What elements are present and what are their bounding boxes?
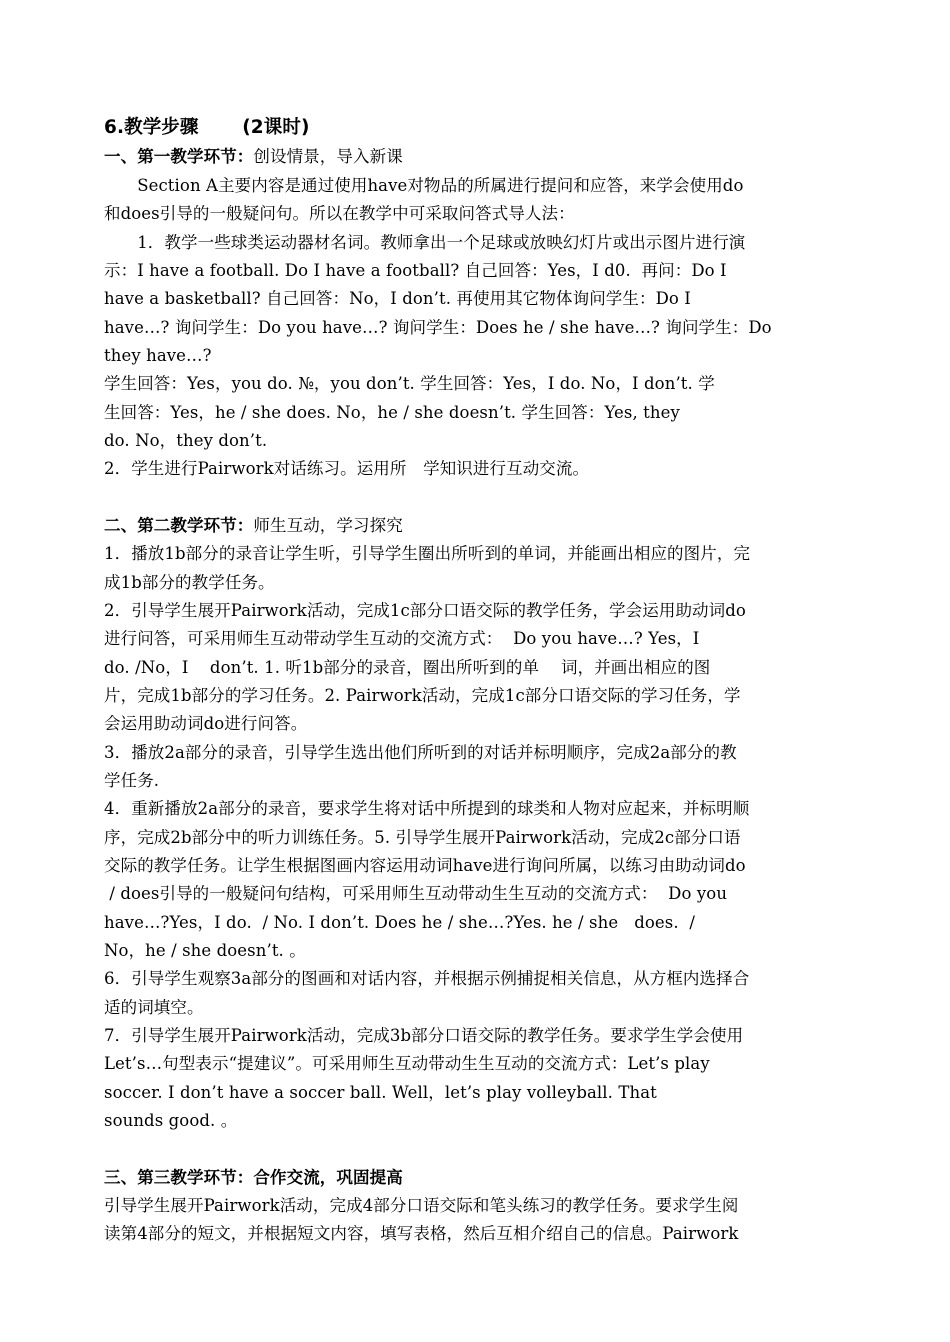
section2-heading bbox=[104, 515, 403, 537]
paragraph-line: 会运用助动词do进行问答。 bbox=[104, 714, 308, 733]
paragraph-line: 交际的教学任务。让学生根据图画内容运用动词have进行询问所属，以练习由助动词do bbox=[104, 856, 746, 875]
section1-heading-rest: 创设情景，导入新课 bbox=[253, 147, 403, 166]
paragraph-line: 6．引导学生观察3a部分的图画和对话内容，并根据示例捕捉相关信息，从方框内选择合 bbox=[104, 969, 750, 988]
paragraph-line: have…? 询问学生：Do you have…? 询问学生：Does he / she have…? 询问学生：Do bbox=[104, 318, 772, 337]
paragraph-line: / does引导的一般疑问句结构，可采用师生互动带动生生互动的交流方式： Do you bbox=[104, 884, 728, 903]
paragraph-line: have a basketball? 自己回答：No，I don’t. 再使用其它物体询问学生：Do I bbox=[104, 289, 691, 308]
paragraph-line: soccer. I don’t have a soccer ball. Well，let’s play volleyball. That bbox=[104, 1083, 657, 1102]
paragraph-line: Let’s…句型表示“提建议”。可采用师生互动带动生生互动的交流方式：Let’s play bbox=[104, 1054, 710, 1073]
paragraph-line: do. No，they don’t. bbox=[104, 431, 268, 450]
section2-heading-label: 二、第二教学环节： bbox=[104, 516, 254, 535]
paragraph-line: 学生回答：Yes，you do. №，you don’t. 学生回答：Yes，I do. No，I don’t. 学 bbox=[104, 374, 715, 393]
paragraph-line: 适的词填空。 bbox=[104, 998, 204, 1017]
paragraph-line: 3．播放2a部分的录音，引导学生选出他们所听到的对话并标明顺序，完成2a部分的教 bbox=[104, 743, 737, 762]
paragraph-line: 序，完成2b部分中的听力训练任务。5. 引导学生展开Pairwork活动，完成2c部分口语 bbox=[104, 828, 741, 847]
section2-heading-rest: 师生互动，学习探究 bbox=[253, 516, 403, 535]
paragraph-line: 引导学生展开Pairwork活动，完成4部分口语交际和笔头练习的教学任务。要求学生阅 bbox=[104, 1196, 739, 1215]
section3-heading: 三、第三教学环节：合作交流，巩固提高 bbox=[104, 1168, 403, 1187]
paragraph-line: 进行问答，可采用师生互动带动学生互动的交流方式： Do you have…? Yes，I bbox=[104, 629, 700, 648]
paragraph-line: 2．学生进行Pairwork对话练习。运用所 学知识进行互动交流。 bbox=[104, 459, 590, 478]
paragraph-line: do. /No，I don’t. 1. 听1b部分的录音，圈出所听到的单 词，并画出相应的图 bbox=[104, 658, 711, 677]
paragraph-line: 1．教学一些球类运动器材名词。教师拿出一个足球或放映幻灯片或出示图片进行演 bbox=[104, 233, 746, 252]
section1-heading bbox=[104, 146, 403, 168]
paragraph-line: 1．播放1b部分的录音让学生听，引导学生圈出所听到的单词，并能画出相应的图片，完 bbox=[104, 544, 751, 563]
paragraph-line: 读第4部分的短文，并根据短文内容，填写表格，然后互相介绍自己的信息。Pairwork bbox=[104, 1224, 739, 1243]
page-title: 6.教学步骤 (2课时) bbox=[104, 117, 310, 138]
paragraph-line: No，he / she doesn’t. 。 bbox=[104, 941, 306, 960]
paragraph-line: 4．重新播放2a部分的录音，要求学生将对话中所提到的球类和人物对应起来，并标明顺 bbox=[104, 799, 750, 818]
section1-heading-label: 一、第一教学环节： bbox=[104, 147, 254, 166]
paragraph-line: Section A主要内容是通过使用have对物品的所属进行提问和应答，来学会使用do bbox=[104, 176, 744, 195]
paragraph-line: 7．引导学生展开Pairwork活动，完成3b部分口语交际的教学任务。要求学生学会使用 bbox=[104, 1026, 744, 1045]
paragraph-line: 片，完成1b部分的学习任务。2. Pairwork活动，完成1c部分口语交际的学习任务，学 bbox=[104, 686, 741, 705]
paragraph-line: have…?Yes，I do. / No. I don’t. Does he / she…?Yes. he / she does. / bbox=[104, 913, 696, 932]
paragraph-line: 2．引导学生展开Pairwork活动，完成1c部分口语交际的教学任务，学会运用助动词do bbox=[104, 601, 746, 620]
paragraph-line: 生回答：Yes，he / she does. No，he / she doesn’t. 学生回答：Yes, they bbox=[104, 403, 680, 422]
paragraph-line: 学任务. bbox=[104, 771, 160, 790]
paragraph-line: 示：I have a football. Do I have a football? 自己回答：Yes，I d0. 再问：Do I bbox=[104, 261, 727, 280]
paragraph-line: 和does引导的一般疑问句。所以在教学中可采取问答式导人法： bbox=[104, 204, 575, 223]
paragraph-line: 成1b部分的教学任务。 bbox=[104, 573, 275, 592]
paragraph-line: sounds good. 。 bbox=[104, 1111, 238, 1130]
paragraph-line: they have…? bbox=[104, 346, 212, 365]
